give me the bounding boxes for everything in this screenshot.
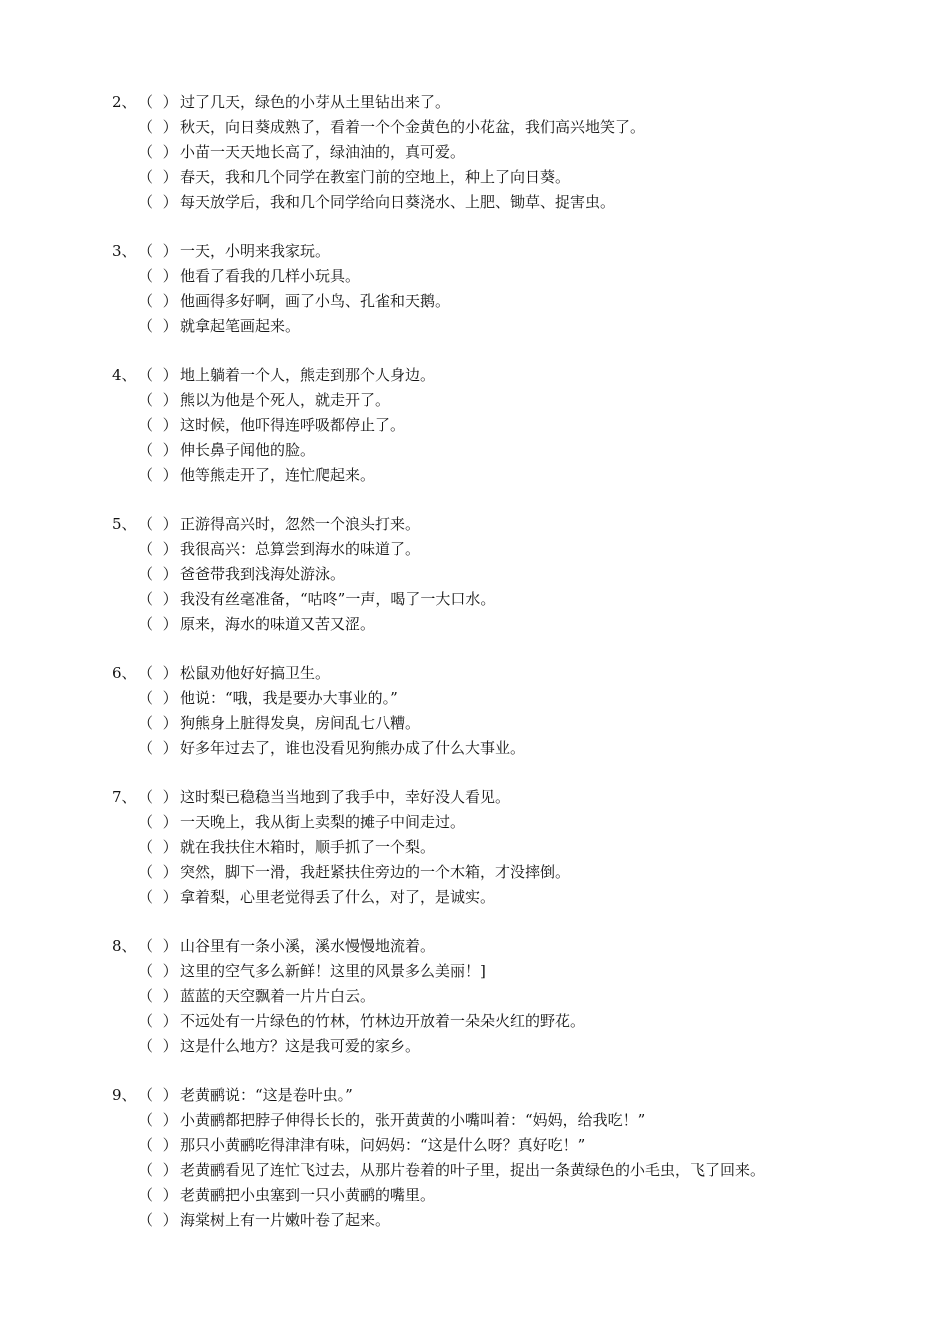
- order-answer-blank[interactable]: [138, 314, 180, 339]
- sentence-text: 老黄鹂看见了连忙飞过去，从那片卷着的叶子里，捉出一条黄绿色的小毛虫，飞了回来。: [180, 1161, 766, 1179]
- sentence-text: 就拿起笔画起来。: [180, 317, 301, 335]
- paren-open: （: [138, 1136, 154, 1154]
- order-answer-blank[interactable]: [138, 1083, 180, 1108]
- paren-close: ）: [162, 366, 178, 384]
- paren-open: （: [138, 689, 154, 707]
- paren-close: ）: [162, 1111, 178, 1129]
- sentence-line: [0, 984, 950, 1009]
- question-block: [0, 512, 950, 637]
- sentence-text: 这是什么地方？这是我可爱的家乡。: [180, 1037, 421, 1055]
- sentence-line: [0, 413, 950, 438]
- sentence-text: 伸长鼻子闻他的脸。: [180, 441, 316, 459]
- paren-close: ）: [162, 1211, 178, 1229]
- sentence-text: 拿着梨，心里老觉得丢了什么，对了，是诚实。: [180, 888, 496, 906]
- sentence-line: [0, 264, 950, 289]
- sentence-text: 好多年过去了，谁也没看见狗熊办成了什么大事业。: [180, 739, 526, 757]
- paren-close: ）: [162, 118, 178, 136]
- order-answer-blank[interactable]: [138, 810, 180, 835]
- sentence-line: [0, 785, 950, 810]
- sentence-text: 突然，脚下一滑，我赶紧扶住旁边的一个木箱，才没摔倒。: [180, 863, 571, 881]
- paren-open: （: [138, 1111, 154, 1129]
- paren-close: ）: [162, 615, 178, 633]
- order-answer-blank[interactable]: [138, 686, 180, 711]
- sentence-line: [0, 1108, 950, 1133]
- order-answer-blank[interactable]: [138, 1208, 180, 1233]
- paren-close: ）: [162, 813, 178, 831]
- sentence-text: 过了几天，绿色的小芽从土里钻出来了。: [180, 93, 451, 111]
- sentence-line: [0, 587, 950, 612]
- paren-close: ）: [162, 689, 178, 707]
- question-number: 9、: [112, 1086, 137, 1104]
- sentence-line: [0, 512, 950, 537]
- sentence-line: [0, 314, 950, 339]
- order-answer-blank[interactable]: [138, 1108, 180, 1133]
- sentence-line: [0, 140, 950, 165]
- paren-close: ）: [162, 1037, 178, 1055]
- order-answer-blank[interactable]: [138, 264, 180, 289]
- paren-close: ）: [162, 416, 178, 434]
- order-answer-blank[interactable]: [138, 711, 180, 736]
- paren-open: （: [138, 590, 154, 608]
- paren-close: ）: [162, 937, 178, 955]
- paren-close: ）: [162, 193, 178, 211]
- paren-close: ）: [162, 168, 178, 186]
- sentence-text: 老黄鹂把小虫塞到一只小黄鹂的嘴里。: [180, 1186, 436, 1204]
- order-answer-blank[interactable]: [138, 959, 180, 984]
- order-answer-blank[interactable]: [138, 140, 180, 165]
- sentence-line: [0, 537, 950, 562]
- sentence-text: 蓝蓝的天空飘着一片片白云。: [180, 987, 376, 1005]
- sentence-line: [0, 1208, 950, 1233]
- order-answer-blank[interactable]: [138, 165, 180, 190]
- sentence-text: 我很高兴：总算尝到海水的味道了。: [180, 540, 421, 558]
- paren-close: ）: [162, 888, 178, 906]
- paren-open: （: [138, 1161, 154, 1179]
- order-answer-blank[interactable]: [138, 860, 180, 885]
- paren-open: （: [138, 1211, 154, 1229]
- order-answer-blank[interactable]: [138, 1158, 180, 1183]
- order-answer-blank[interactable]: [138, 1034, 180, 1059]
- sentence-text: 我没有丝毫准备，“咕咚”一声，喝了一大口水。: [180, 590, 496, 608]
- order-answer-blank[interactable]: [138, 562, 180, 587]
- sentence-text: 老黄鹂说：“这是卷叶虫。”: [180, 1086, 353, 1104]
- sentence-line: [0, 1133, 950, 1158]
- sentence-line: [0, 934, 950, 959]
- paren-open: （: [138, 416, 154, 434]
- question-block: [0, 661, 950, 761]
- paren-close: ）: [162, 1186, 178, 1204]
- order-answer-blank[interactable]: [138, 537, 180, 562]
- paren-open: （: [138, 1086, 154, 1104]
- sentence-text: 小苗一天天地长高了，绿油油的，真可爱。: [180, 143, 466, 161]
- order-answer-blank[interactable]: [138, 1183, 180, 1208]
- order-answer-blank[interactable]: [138, 239, 180, 264]
- paren-open: （: [138, 193, 154, 211]
- paren-open: （: [138, 292, 154, 310]
- paren-close: ）: [162, 391, 178, 409]
- order-answer-blank[interactable]: [138, 363, 180, 388]
- question-block: [0, 363, 950, 488]
- paren-close: ）: [162, 292, 178, 310]
- paren-close: ）: [162, 863, 178, 881]
- sentence-text: 原来，海水的味道又苦又涩。: [180, 615, 376, 633]
- sentence-line: [0, 165, 950, 190]
- question-block: [0, 239, 950, 339]
- worksheet-page: [0, 90, 950, 1257]
- paren-close: ）: [162, 540, 178, 558]
- paren-open: （: [138, 267, 154, 285]
- sentence-text: 春天，我和几个同学在教室门前的空地上，种上了向日葵。: [180, 168, 571, 186]
- sentence-text: 海棠树上有一片嫩叶卷了起来。: [180, 1211, 391, 1229]
- order-answer-blank[interactable]: [138, 934, 180, 959]
- paren-open: （: [138, 515, 154, 533]
- sentence-text: 就在我扶住木箱时，顺手抓了一个梨。: [180, 838, 436, 856]
- sentence-line: [0, 438, 950, 463]
- sentence-text: 那只小黄鹂吃得津津有味，问妈妈：“这是什么呀？真好吃！”: [180, 1136, 586, 1154]
- sentence-line: [0, 90, 950, 115]
- order-answer-blank[interactable]: [138, 885, 180, 910]
- sentence-line: [0, 885, 950, 910]
- order-answer-blank[interactable]: [138, 1133, 180, 1158]
- question-block: [0, 785, 950, 910]
- paren-close: ）: [162, 714, 178, 732]
- sentence-text: 一天，小明来我家玩。: [180, 242, 331, 260]
- paren-open: （: [138, 366, 154, 384]
- order-answer-blank[interactable]: [138, 115, 180, 140]
- order-answer-blank[interactable]: [138, 90, 180, 115]
- paren-open: （: [138, 565, 154, 583]
- sentence-text: 他画得多好啊，画了小鸟、孔雀和天鹅。: [180, 292, 451, 310]
- paren-close: ）: [162, 317, 178, 335]
- paren-open: （: [138, 987, 154, 1005]
- order-answer-blank[interactable]: [138, 612, 180, 637]
- sentence-line: [0, 612, 950, 637]
- paren-open: （: [138, 1186, 154, 1204]
- question-number: 2、: [112, 93, 137, 111]
- sentence-text: 熊以为他是个死人，就走开了。: [180, 391, 391, 409]
- order-answer-blank[interactable]: [138, 736, 180, 761]
- paren-open: （: [138, 1012, 154, 1030]
- paren-open: （: [138, 391, 154, 409]
- paren-close: ）: [162, 267, 178, 285]
- paren-open: （: [138, 888, 154, 906]
- question-number: 8、: [112, 937, 137, 955]
- sentence-text: 正游得高兴时，忽然一个浪头打来。: [180, 515, 421, 533]
- sentence-line: [0, 115, 950, 140]
- order-answer-blank[interactable]: [138, 785, 180, 810]
- sentence-line: [0, 810, 950, 835]
- sentence-line: [0, 661, 950, 686]
- paren-open: （: [138, 788, 154, 806]
- sentence-text: 他看了看我的几样小玩具。: [180, 267, 361, 285]
- paren-close: ）: [162, 987, 178, 1005]
- paren-open: （: [138, 937, 154, 955]
- paren-close: ）: [162, 1012, 178, 1030]
- paren-close: ）: [162, 515, 178, 533]
- paren-open: （: [138, 168, 154, 186]
- paren-close: ）: [162, 93, 178, 111]
- paren-close: ）: [162, 962, 178, 980]
- order-answer-blank[interactable]: [138, 512, 180, 537]
- paren-open: （: [138, 466, 154, 484]
- paren-open: （: [138, 838, 154, 856]
- question-number: 6、: [112, 664, 137, 682]
- order-answer-blank[interactable]: [138, 587, 180, 612]
- question-block: [0, 1083, 950, 1233]
- paren-open: （: [138, 143, 154, 161]
- sentence-line: [0, 959, 950, 984]
- question-number: 4、: [112, 366, 137, 384]
- sentence-text: 秋天，向日葵成熟了，看着一个个金黄色的小花盆，我们高兴地笑了。: [180, 118, 646, 136]
- paren-close: ）: [162, 664, 178, 682]
- sentence-text: 松鼠劝他好好搞卫生。: [180, 664, 331, 682]
- order-answer-blank[interactable]: [138, 190, 180, 215]
- sentence-text: 这里的空气多么新鲜！这里的风景多么美丽！]: [180, 962, 486, 980]
- order-answer-blank[interactable]: [138, 984, 180, 1009]
- question-number: 5、: [112, 515, 137, 533]
- paren-open: （: [138, 118, 154, 136]
- paren-close: ）: [162, 466, 178, 484]
- sentence-line: [0, 190, 950, 215]
- question-block: [0, 934, 950, 1059]
- sentence-text: 一天晚上，我从街上卖梨的摊子中间走过。: [180, 813, 466, 831]
- paren-open: （: [138, 739, 154, 757]
- paren-close: ）: [162, 1161, 178, 1179]
- sentence-line: [0, 463, 950, 488]
- paren-close: ）: [162, 242, 178, 260]
- paren-close: ）: [162, 1086, 178, 1104]
- question-number: 7、: [112, 788, 137, 806]
- paren-close: ）: [162, 590, 178, 608]
- sentence-text: 小黄鹂都把脖子伸得长长的，张开黄黄的小嘴叫着：“妈妈，给我吃！”: [180, 1111, 646, 1129]
- sentence-line: [0, 1034, 950, 1059]
- sentence-line: [0, 1158, 950, 1183]
- paren-open: （: [138, 813, 154, 831]
- order-answer-blank[interactable]: [138, 413, 180, 438]
- sentence-line: [0, 860, 950, 885]
- order-answer-blank[interactable]: [138, 835, 180, 860]
- order-answer-blank[interactable]: [138, 1009, 180, 1034]
- sentence-line: [0, 562, 950, 587]
- paren-open: （: [138, 714, 154, 732]
- order-answer-blank[interactable]: [138, 388, 180, 413]
- paren-close: ）: [162, 838, 178, 856]
- order-answer-blank[interactable]: [138, 463, 180, 488]
- sentence-line: [0, 711, 950, 736]
- sentence-line: [0, 289, 950, 314]
- sentence-text: 他说：“哦，我是要办大事业的。”: [180, 689, 398, 707]
- paren-open: （: [138, 1037, 154, 1055]
- sentence-text: 爸爸带我到浅海处游泳。: [180, 565, 346, 583]
- sentence-text: 每天放学后，我和几个同学给向日葵浇水、上肥、锄草、捉害虫。: [180, 193, 616, 211]
- sentence-line: [0, 1183, 950, 1208]
- paren-open: （: [138, 317, 154, 335]
- paren-close: ）: [162, 143, 178, 161]
- paren-open: （: [138, 540, 154, 558]
- question-block: [0, 90, 950, 215]
- sentence-text: 不远处有一片绿色的竹林，竹林边开放着一朵朵火红的野花。: [180, 1012, 586, 1030]
- sentence-text: 狗熊身上脏得发臭，房间乱七八糟。: [180, 714, 421, 732]
- paren-open: （: [138, 441, 154, 459]
- paren-close: ）: [162, 441, 178, 459]
- order-answer-blank[interactable]: [138, 289, 180, 314]
- sentence-text: 山谷里有一条小溪，溪水慢慢地流着。: [180, 937, 436, 955]
- sentence-text: 地上躺着一个人，熊走到那个人身边。: [180, 366, 436, 384]
- paren-close: ）: [162, 788, 178, 806]
- paren-open: （: [138, 615, 154, 633]
- order-answer-blank[interactable]: [138, 661, 180, 686]
- paren-open: （: [138, 962, 154, 980]
- paren-open: （: [138, 664, 154, 682]
- paren-open: （: [138, 242, 154, 260]
- sentence-line: [0, 1083, 950, 1108]
- order-answer-blank[interactable]: [138, 438, 180, 463]
- sentence-line: [0, 736, 950, 761]
- paren-open: （: [138, 93, 154, 111]
- paren-close: ）: [162, 739, 178, 757]
- sentence-text: 这时梨已稳稳当当地到了我手中，幸好没人看见。: [180, 788, 511, 806]
- sentence-text: 这时候，他吓得连呼吸都停止了。: [180, 416, 406, 434]
- paren-close: ）: [162, 1136, 178, 1154]
- sentence-line: [0, 363, 950, 388]
- sentence-line: [0, 835, 950, 860]
- sentence-line: [0, 388, 950, 413]
- sentence-text: 他等熊走开了，连忙爬起来。: [180, 466, 376, 484]
- sentence-line: [0, 686, 950, 711]
- paren-open: （: [138, 863, 154, 881]
- sentence-line: [0, 1009, 950, 1034]
- paren-close: ）: [162, 565, 178, 583]
- question-number: 3、: [112, 242, 137, 260]
- sentence-line: [0, 239, 950, 264]
